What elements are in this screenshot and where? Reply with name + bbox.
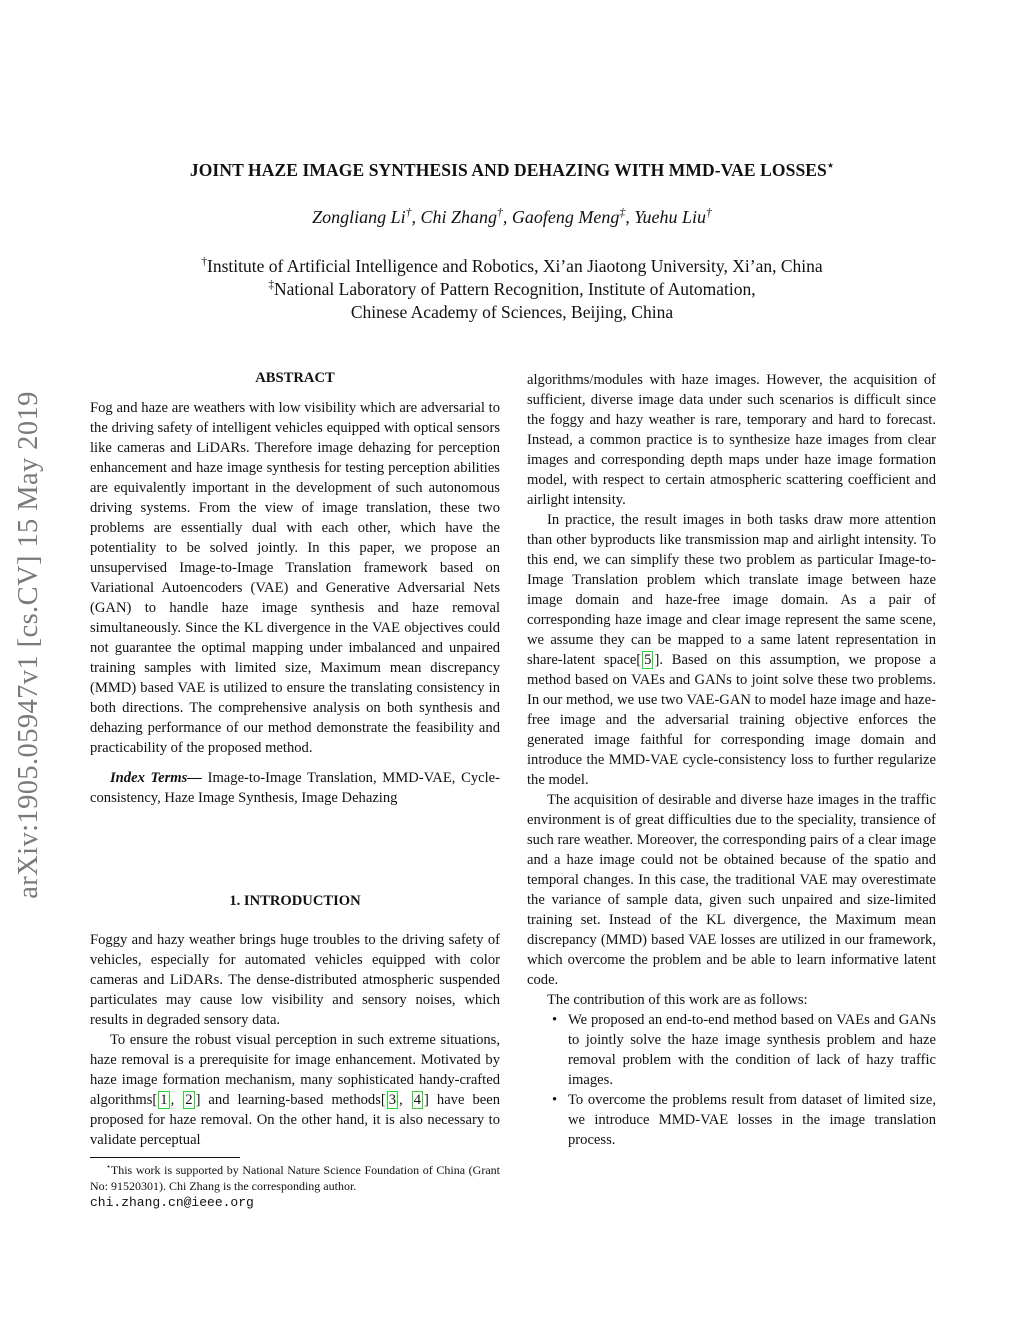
footnote-rule [90, 1157, 240, 1158]
bullet-icon: • [552, 1012, 558, 1028]
affiliation-2: ‡National Laboratory of Pattern Recognition, Institute of Automation, [268, 279, 756, 299]
footnote-mark: ⋆ [106, 1162, 111, 1171]
index-terms-label: Index Terms— [110, 770, 202, 786]
intro-left-text [90, 930, 500, 1150]
author-email: chi.zhang.cn@ieee.org [90, 1195, 254, 1210]
left-column [90, 398, 500, 808]
paper-title: JOINT HAZE IMAGE SYNTHESIS AND DEHAZING WITH MMD-VAE LOSSES⋆ [189, 160, 835, 180]
arxiv-sidebar [6, 346, 52, 944]
author: Chi Zhang [420, 207, 498, 227]
citation-link[interactable]: 3 [388, 1092, 397, 1108]
author: Gaofeng Meng [511, 207, 620, 227]
contribution-item: • We proposed an end-to-end method based on VAEs and GANs to jointly solve the haze image synthesis problem and haze removal problem with the condition of lack of hazy traffic images. [552, 1012, 936, 1088]
affiliation-1: †Institute of Artificial Intelligence and Robotics, Xi’an Jiaotong University, Xi’an, China [201, 256, 823, 276]
abstract-heading: ABSTRACT [255, 370, 335, 386]
citation-link[interactable]: 4 [413, 1092, 422, 1108]
citation-link[interactable]: 1 [160, 1092, 168, 1108]
author: Yuehu Liu [634, 207, 707, 227]
intro-paragraph-5: The acquisition of desirable and diverse haze images in the traffic environment is of great difficulties due to the speciality, transience of such rare weather. Moreover, the corresponding pairs of a clear image and a haze image could not be obtained because of the spatio and temporal changes. In this case, the traditional VAE may overestimate the variance of sample data, given such unpaired and size-limited training set. Instead of the KL divergence, the Maximum mean discrepancy (MMD) based VAE losses are utilized in our framework, which overcome the problem and be able to learn informative latent code. [527, 792, 936, 988]
affiliation-3: Chinese Academy of Sciences, Beijing, China [350, 302, 674, 322]
right-column [527, 370, 936, 1150]
author-list: Zongliang Li†, Chi Zhang†, Gaofeng Meng‡, Yuehu Liu† [312, 206, 712, 227]
intro-paragraph-1: Foggy and hazy weather brings huge troubles to the driving safety of vehicles, especially for automated vehicles equipped with color cameras and LiDARs. The dense-distributed atmospheric suspended particulates may cause low visibility and sensory noises, which results in degraded sensory data. [90, 932, 500, 1028]
citation-link[interactable]: 2 [185, 1092, 193, 1108]
intro-paragraph-2: To ensure the robust visual perception in such extreme situations, haze removal is a prerequisite for image enhancement. Motivated by haze image formation mechanism, many sophisticated handy-crafted algorithms[ 1 , 2 ] and learning-based methods[ 3 , 4 ] have been proposed for haze removal. On the other hand, it is also necessary to validate perceptual [90, 1032, 501, 1148]
author: Zongliang Li [312, 207, 406, 227]
title-footnote-mark: ⋆ [826, 160, 835, 173]
contribution-item: • To overcome the problems result from dataset of limited size, we introduce MMD-VAE losses in the image translation process. [552, 1092, 936, 1148]
section-heading-introduction: 1. INTRODUCTION [229, 893, 361, 909]
citation-link[interactable]: 5 [644, 652, 652, 668]
intro-paragraph-3: algorithms/modules with haze images. However, the acquisition of sufficient, diverse image data under such scenarios is difficult since the foggy and hazy weather is rare, temporary and hard to forecast. Instead, a common practice is to synthesize haze images from clear images and corresponding depth maps under haze image formation model, with respect to certain atmospheric scattering coefficient and airlight intensity. [527, 372, 936, 508]
intro-paragraph-4: In practice, the result images in both tasks draw more attention than other byproducts like transmission map and airlight intensity. To this end, we can simplify these two problem as particular Image-to-Image Translation problem which translate image between haze image domain and haze-free image domain. As a pair of corresponding haze image and clear image represent the same scene, we assume they can be mapped to a same latent representation in share-latent space[ 5 ]. Based on this assumption, we propose a method based on VAEs and GANs to joint solve these two problems. In our method, we use two VAE-GAN to model haze image and haze-free image and the adversarial training objective enforces the generated image faithful for corresponding image domain and introduce the MMD-VAE cycle-consistency loss to further regularize the model. [527, 512, 936, 788]
index-terms: Index Terms— Image-to-Image Translation, MMD-VAE, Cycle-consistency, Haze Image Synthesis, Image Dehazing [90, 770, 500, 806]
bullet-icon: • [552, 1092, 558, 1108]
footnote: ⋆This work is supported by National Nature Science Foundation of China (Grant No: 91520301). Chi Zhang is the corresponding author. chi.zhang.cn@ieee.org [90, 1162, 500, 1210]
arxiv-id: arXiv:1905.05947v1 [cs.CV] 15 May 2019 [13, 391, 44, 899]
abstract-text: Fog and haze are weathers with low visibility which are adversarial to the driving safety of intelligent vehicles equipped with optical sensors like cameras and LiDARs. Therefore image dehazing for perception enhancement and haze image synthesis for testing perception abilities are equivalently important in the development of such autonomous driving systems. From the view of image translation, these two problems are essentially dual with each other, which have the potentiality to be solved jointly. In this paper, we propose an unsupervised Image-to-Image Translation framework based on Variational Autoencoders (VAE) and Generative Adversarial Nets (GAN) to handle haze image synthesis and haze removal simultaneously. Since the KL divergence in the VAE objectives could not guarantee the optimal mapping under imbalanced and unpaired training samples with limited size, Maximum mean discrepancy (MMD) based VAE is utilized to ensure the translating consistency in both directions. The comprehensive analysis on both synthesis and dehazing performance of our method demonstrate the feasibility and practicability of the proposed method. [90, 400, 500, 756]
intro-paragraph-6: The contribution of this work are as follows: [547, 992, 808, 1008]
